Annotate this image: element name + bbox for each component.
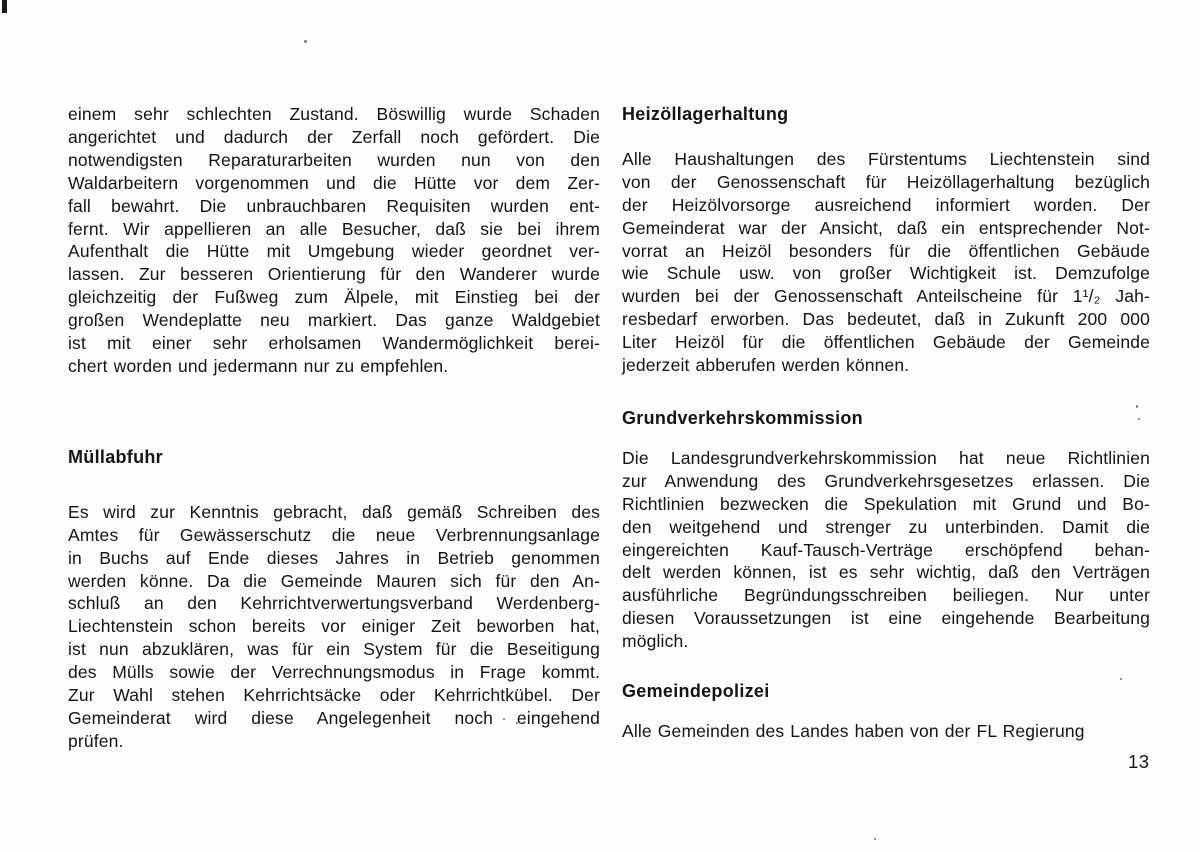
scan-speck [304,40,307,43]
left-column [68,103,600,753]
text-line: in Buchs auf Ende dieses Jahres in Betrieb genommen [68,547,600,568]
text-line: Liechtenstein schon bereits vor einiger Zeit beworben hat, [68,616,600,637]
text-line: diesen Voraussetzungen ist eine eingehende Bearbeitung [622,608,1150,629]
scan-edge-mark [2,0,7,13]
text-line: resbedarf erworben. Das bedeutet, daß in Zukunft 200 000 [622,309,1150,330]
right-column [622,103,1150,753]
text-line: den weitgehend und strenger zu unterbinden. Damit die [622,516,1150,537]
text-line: eingereichten Kauf-Tausch-Verträge erschöpfend behan- [622,539,1150,560]
text-line: Waldarbeitern vorgenommen und die Hütte vor dem Zer- [68,172,600,193]
text-line: Es wird zur Kenntnis gebracht, daß gemäß Schreiben des [68,501,600,522]
two-column-text [68,103,1150,753]
page-number: 13 [1128,751,1150,772]
paragraph-huette-continuation [68,103,600,378]
text-line: delt werden können, ist es sehr wichtig, daß den Verträgen [622,562,1150,583]
text-line: der Heizölvorsorge ausreichend informiert worden. Der [622,194,1150,215]
section-heading-heizoellagerhaltung: Heizöllagerhaltung [622,104,789,124]
text-line: chert worden und jedermann nur zu empfehlen. [68,355,449,376]
text-line: wurden bei der Genossenschaft Anteilscheine für 1¹/₂ Jah- [622,286,1150,307]
text-line: ausführliche Begründungsschreiben beiliegen. Nur unter [622,585,1150,606]
text-line: Die Landesgrundverkehrskommission hat neue Richtlinien [622,447,1150,468]
text-line: von der Genossenschaft für Heizöllagerhaltung bezüglich [622,171,1150,192]
paragraph-gemeindepolizei [622,720,1150,743]
text-line: ist mit einer sehr erholsamen Wandermöglichkeit berei- [68,333,600,354]
text-line: jederzeit abberufen werden können. [622,355,910,376]
text-line: fernt. Wir appellieren an alle Besucher, daß sie bei ihrem [68,218,600,239]
text-line: Amtes für Gewässerschutz die neue Verbrennungsanlage [68,524,600,545]
text-line: werden könne. Da die Gemeinde Mauren sich für den An- [68,570,600,591]
section-heading-muellabfuhr: Müllabfuhr [68,446,163,467]
text-line: prüfen. [68,730,124,751]
text-line: vorrat an Heizöl besonders für die öffentlichen Gebäude [622,240,1150,261]
text-line: einem sehr schlechten Zustand. Böswillig wurde Schaden [68,104,600,124]
paragraph-grundverkehrskommission [622,447,1150,653]
text-line: fall bewahrt. Die unbrauchbaren Requisiten wurden ent- [68,195,600,216]
section-heading-grundverkehrskommission: Grundverkehrskommission [622,407,863,428]
text-line: Alle Gemeinden des Landes haben von der FL Regierung [622,720,1085,741]
text-line: wie Schule usw. von großer Wichtigkeit ist. Demzufolge [622,263,1150,284]
text-line: lassen. Zur besseren Orientierung für den Wanderer wurde [68,264,600,285]
text-line: angerichtet und dadurch der Zerfall noch gefördert. Die [68,126,600,147]
text-line: Aufenthalt die Hütte mit Umgebung wieder geordnet ver- [68,241,600,262]
text-line: zur Anwendung des Grundverkehrsgesetzes erlassen. Die [622,470,1150,491]
section-heading-gemeindepolizei: Gemeindepolizei [622,681,770,702]
text-line: ist nun abzuklären, was für ein System für die Beseitigung [68,639,600,660]
text-line: gleichzeitig der Fußweg zum Älpele, mit Einstieg bei der [68,287,600,308]
paragraph-heizoellagerhaltung [622,148,1150,377]
paragraph-muellabfuhr [68,501,600,753]
text-line: Zur Wahl stehen Kehrrichtsäcke oder Kehrrichtkübel. Der [68,685,600,706]
text-line: Alle Haushaltungen des Fürstentums Liechtenstein sind [622,148,1150,169]
text-line: des Mülls sowie der Verrechnungsmodus in Frage kommt. [68,662,600,683]
text-line: notwendigsten Reparaturarbeiten wurden nun von den [68,149,600,170]
scan-speck [874,838,876,840]
text-line: Gemeinderat war der Ansicht, daß ein entsprechender Not- [622,217,1150,238]
text-line: Liter Heizöl für die öffentlichen Gebäude der Gemeinde [622,332,1150,353]
text-line: schluß an den Kehrrichtverwertungsverband Werdenberg- [68,593,600,614]
text-line: möglich. [622,631,689,652]
text-line: großen Wendeplatte neu markiert. Das ganze Waldgebiet [68,310,600,331]
text-line: Richtlinien bezwecken die Spekulation mit Grund und Bo- [622,493,1150,514]
text-line: Gemeinderat wird diese Angelegenheit noch eingehend [68,707,600,728]
